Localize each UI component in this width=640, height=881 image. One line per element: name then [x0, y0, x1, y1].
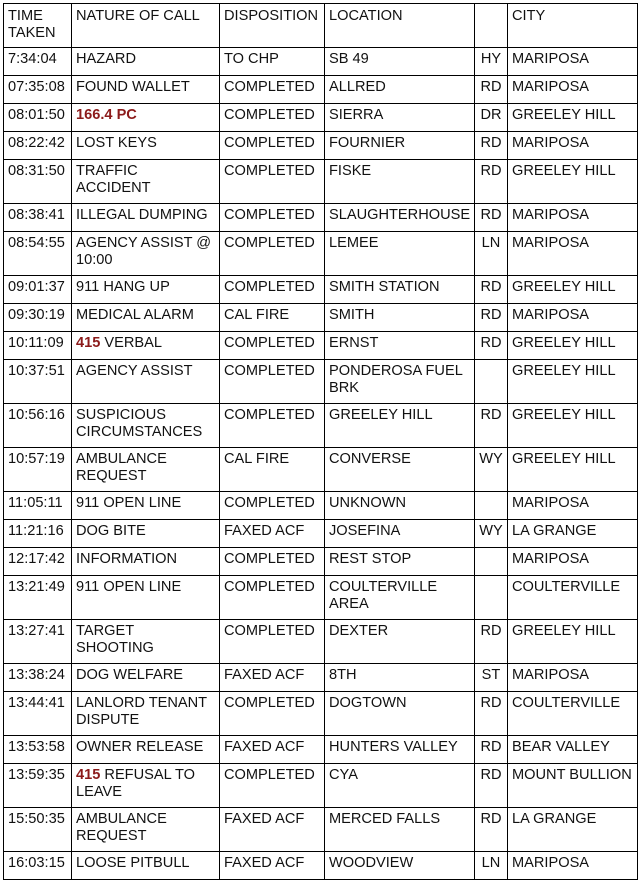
- table-row: [4, 160, 638, 204]
- disposition-cell: FAXED ACF: [220, 520, 325, 548]
- nature-text: VERBAL: [100, 335, 163, 351]
- table-row: [4, 692, 638, 736]
- header-row: [4, 4, 638, 48]
- nature-cell: [72, 736, 220, 764]
- nature-cell: [72, 620, 220, 664]
- location-cell: MERCED FALLS: [325, 808, 475, 852]
- time-cell: 09:01:37: [4, 276, 72, 304]
- city-cell: GREELEY HILL: [508, 620, 638, 664]
- time-cell: 10:11:09: [4, 332, 72, 360]
- location-cell: ALLRED: [325, 76, 475, 104]
- table-row: [4, 304, 638, 332]
- location-cell: ERNST: [325, 332, 475, 360]
- street-suffix-cell: RD: [475, 276, 508, 304]
- street-suffix-cell: DR: [475, 104, 508, 132]
- table-row: [4, 492, 638, 520]
- location-cell: REST STOP: [325, 548, 475, 576]
- table-row: [4, 664, 638, 692]
- nature-text: 911 OPEN LINE: [76, 495, 182, 511]
- city-cell: COULTERVILLE: [508, 692, 638, 736]
- disposition-cell: COMPLETED: [220, 620, 325, 664]
- table-row: [4, 132, 638, 160]
- nature-code-highlight: 415: [76, 767, 101, 783]
- city-cell: GREELEY HILL: [508, 448, 638, 492]
- location-cell: SIERRA: [325, 104, 475, 132]
- nature-cell: [72, 48, 220, 76]
- street-suffix-cell: WY: [475, 520, 508, 548]
- location-cell: GREELEY HILL: [325, 404, 475, 448]
- nature-cell: [72, 852, 220, 880]
- call-log-table: [3, 3, 638, 880]
- location-cell: LEMEE: [325, 232, 475, 276]
- nature-text: 911 OPEN LINE: [76, 579, 182, 595]
- disposition-cell: CAL FIRE: [220, 304, 325, 332]
- street-suffix-cell: RD: [475, 692, 508, 736]
- nature-text: AGENCY ASSIST: [76, 363, 193, 379]
- street-suffix-cell: RD: [475, 404, 508, 448]
- disposition-cell: COMPLETED: [220, 492, 325, 520]
- time-cell: 16:03:15: [4, 852, 72, 880]
- city-cell: MARIPOSA: [508, 852, 638, 880]
- table-row: [4, 360, 638, 404]
- street-suffix-cell: LN: [475, 232, 508, 276]
- nature-cell: [72, 204, 220, 232]
- table-row: [4, 48, 638, 76]
- table-row: [4, 764, 638, 808]
- table-row: [4, 808, 638, 852]
- street-suffix-cell: [475, 548, 508, 576]
- disposition-cell: COMPLETED: [220, 132, 325, 160]
- disposition-cell: COMPLETED: [220, 276, 325, 304]
- street-suffix-cell: RD: [475, 736, 508, 764]
- time-cell: 12:17:42: [4, 548, 72, 576]
- street-suffix-cell: RD: [475, 304, 508, 332]
- header-disposition: DISPOSITION: [220, 4, 325, 48]
- table-row: [4, 332, 638, 360]
- table-row: [4, 576, 638, 620]
- time-cell: 08:54:55: [4, 232, 72, 276]
- nature-text: AGENCY ASSIST @ 10:00: [76, 235, 216, 268]
- nature-text: LOOSE PITBULL: [76, 855, 190, 871]
- street-suffix-cell: RD: [475, 808, 508, 852]
- street-suffix-cell: RD: [475, 620, 508, 664]
- city-cell: MARIPOSA: [508, 304, 638, 332]
- table-row: [4, 620, 638, 664]
- street-suffix-cell: RD: [475, 76, 508, 104]
- location-cell: 8TH: [325, 664, 475, 692]
- disposition-cell: CAL FIRE: [220, 448, 325, 492]
- nature-cell: [72, 692, 220, 736]
- nature-cell: [72, 104, 220, 132]
- location-cell: SMITH STATION: [325, 276, 475, 304]
- street-suffix-cell: ST: [475, 664, 508, 692]
- street-suffix-cell: RD: [475, 160, 508, 204]
- disposition-cell: COMPLETED: [220, 332, 325, 360]
- disposition-cell: FAXED ACF: [220, 808, 325, 852]
- disposition-cell: COMPLETED: [220, 232, 325, 276]
- nature-cell: [72, 520, 220, 548]
- city-cell: MARIPOSA: [508, 76, 638, 104]
- disposition-cell: COMPLETED: [220, 548, 325, 576]
- street-suffix-cell: WY: [475, 448, 508, 492]
- table-row: [4, 76, 638, 104]
- location-cell: UNKNOWN: [325, 492, 475, 520]
- time-cell: 10:57:19: [4, 448, 72, 492]
- time-cell: 07:35:08: [4, 76, 72, 104]
- time-cell: 09:30:19: [4, 304, 72, 332]
- table-row: [4, 232, 638, 276]
- nature-cell: [72, 808, 220, 852]
- city-cell: GREELEY HILL: [508, 104, 638, 132]
- city-cell: MARIPOSA: [508, 232, 638, 276]
- header-suffix: [475, 4, 508, 48]
- location-cell: CYA: [325, 764, 475, 808]
- time-cell: 08:01:50: [4, 104, 72, 132]
- city-cell: MARIPOSA: [508, 204, 638, 232]
- header-location: LOCATION: [325, 4, 475, 48]
- nature-text: SUSPICIOUS CIRCUMSTANCES: [76, 407, 203, 440]
- time-cell: 13:44:41: [4, 692, 72, 736]
- city-cell: BEAR VALLEY: [508, 736, 638, 764]
- time-cell: 13:21:49: [4, 576, 72, 620]
- street-suffix-cell: RD: [475, 204, 508, 232]
- nature-cell: [72, 160, 220, 204]
- nature-text: INFORMATION: [76, 551, 178, 567]
- time-cell: 10:56:16: [4, 404, 72, 448]
- table-row: [4, 448, 638, 492]
- nature-cell: [72, 664, 220, 692]
- disposition-cell: TO CHP: [220, 48, 325, 76]
- location-cell: JOSEFINA: [325, 520, 475, 548]
- table-row: [4, 276, 638, 304]
- location-cell: DOGTOWN: [325, 692, 475, 736]
- nature-cell: [72, 332, 220, 360]
- street-suffix-cell: [475, 576, 508, 620]
- nature-cell: [72, 764, 220, 808]
- nature-cell: [72, 492, 220, 520]
- nature-cell: [72, 232, 220, 276]
- nature-code-highlight: 166.4 PC: [76, 107, 137, 123]
- street-suffix-cell: HY: [475, 48, 508, 76]
- time-cell: 11:05:11: [4, 492, 72, 520]
- disposition-cell: COMPLETED: [220, 576, 325, 620]
- table-row: [4, 204, 638, 232]
- time-cell: 7:34:04: [4, 48, 72, 76]
- nature-text: DOG BITE: [76, 523, 146, 539]
- nature-cell: [72, 448, 220, 492]
- nature-cell: [72, 76, 220, 104]
- nature-text: FOUND WALLET: [76, 79, 190, 95]
- city-cell: MARIPOSA: [508, 48, 638, 76]
- nature-cell: [72, 276, 220, 304]
- street-suffix-cell: RD: [475, 764, 508, 808]
- location-cell: CONVERSE: [325, 448, 475, 492]
- location-cell: WOODVIEW: [325, 852, 475, 880]
- street-suffix-cell: [475, 360, 508, 404]
- table-row: [4, 548, 638, 576]
- disposition-cell: COMPLETED: [220, 404, 325, 448]
- street-suffix-cell: LN: [475, 852, 508, 880]
- location-cell: HUNTERS VALLEY: [325, 736, 475, 764]
- disposition-cell: COMPLETED: [220, 692, 325, 736]
- time-cell: 10:37:51: [4, 360, 72, 404]
- location-cell: FOURNIER: [325, 132, 475, 160]
- disposition-cell: COMPLETED: [220, 360, 325, 404]
- disposition-cell: COMPLETED: [220, 160, 325, 204]
- city-cell: MARIPOSA: [508, 664, 638, 692]
- disposition-cell: COMPLETED: [220, 764, 325, 808]
- location-cell: SB 49: [325, 48, 475, 76]
- city-cell: LA GRANGE: [508, 520, 638, 548]
- disposition-cell: FAXED ACF: [220, 852, 325, 880]
- nature-text: OWNER RELEASE: [76, 739, 204, 755]
- city-cell: MARIPOSA: [508, 492, 638, 520]
- nature-cell: [72, 576, 220, 620]
- disposition-cell: COMPLETED: [220, 204, 325, 232]
- nature-text: 911 HANG UP: [76, 279, 170, 295]
- location-cell: DEXTER: [325, 620, 475, 664]
- city-cell: MARIPOSA: [508, 548, 638, 576]
- table-row: [4, 104, 638, 132]
- city-cell: MARIPOSA: [508, 132, 638, 160]
- table-row: [4, 404, 638, 448]
- time-cell: 15:50:35: [4, 808, 72, 852]
- street-suffix-cell: RD: [475, 332, 508, 360]
- time-cell: 13:59:35: [4, 764, 72, 808]
- nature-text: TRAFFIC ACCIDENT: [76, 163, 151, 196]
- disposition-cell: FAXED ACF: [220, 736, 325, 764]
- disposition-cell: COMPLETED: [220, 104, 325, 132]
- street-suffix-cell: [475, 492, 508, 520]
- header-city: CITY: [508, 4, 638, 48]
- header-time-taken: TIME TAKEN: [4, 4, 72, 48]
- disposition-cell: COMPLETED: [220, 76, 325, 104]
- nature-text: DOG WELFARE: [76, 667, 184, 683]
- nature-cell: [72, 304, 220, 332]
- time-cell: 11:21:16: [4, 520, 72, 548]
- table-row: [4, 520, 638, 548]
- table-row: [4, 736, 638, 764]
- city-cell: COULTERVILLE: [508, 576, 638, 620]
- city-cell: GREELEY HILL: [508, 332, 638, 360]
- location-cell: FISKE: [325, 160, 475, 204]
- location-cell: SMITH: [325, 304, 475, 332]
- nature-text: AMBULANCE REQUEST: [76, 811, 171, 844]
- nature-text: ILLEGAL DUMPING: [76, 207, 208, 223]
- city-cell: GREELEY HILL: [508, 404, 638, 448]
- city-cell: LA GRANGE: [508, 808, 638, 852]
- location-cell: COULTERVILLE AREA: [325, 576, 475, 620]
- nature-text: REFUSAL TO LEAVE: [76, 767, 200, 800]
- nature-code-highlight: 415: [76, 335, 101, 351]
- location-cell: SLAUGHTERHOUSE: [325, 204, 475, 232]
- location-cell: PONDEROSA FUEL BRK: [325, 360, 475, 404]
- nature-text: MEDICAL ALARM: [76, 307, 194, 323]
- nature-cell: [72, 132, 220, 160]
- time-cell: 13:38:24: [4, 664, 72, 692]
- city-cell: GREELEY HILL: [508, 160, 638, 204]
- nature-text: LOST KEYS: [76, 135, 157, 151]
- time-cell: 08:38:41: [4, 204, 72, 232]
- table-row: [4, 852, 638, 880]
- time-cell: 13:27:41: [4, 620, 72, 664]
- city-cell: GREELEY HILL: [508, 360, 638, 404]
- header-nature-of-call: NATURE OF CALL: [72, 4, 220, 48]
- time-cell: 08:22:42: [4, 132, 72, 160]
- disposition-cell: FAXED ACF: [220, 664, 325, 692]
- street-suffix-cell: RD: [475, 132, 508, 160]
- time-cell: 13:53:58: [4, 736, 72, 764]
- nature-text: LANLORD TENANT DISPUTE: [76, 695, 211, 728]
- nature-cell: [72, 360, 220, 404]
- nature-cell: [72, 548, 220, 576]
- nature-text: HAZARD: [76, 51, 136, 67]
- city-cell: MOUNT BULLION: [508, 764, 638, 808]
- nature-text: AMBULANCE REQUEST: [76, 451, 171, 484]
- city-cell: GREELEY HILL: [508, 276, 638, 304]
- time-cell: 08:31:50: [4, 160, 72, 204]
- table-body: [4, 48, 638, 880]
- nature-cell: [72, 404, 220, 448]
- nature-text: TARGET SHOOTING: [76, 623, 154, 656]
